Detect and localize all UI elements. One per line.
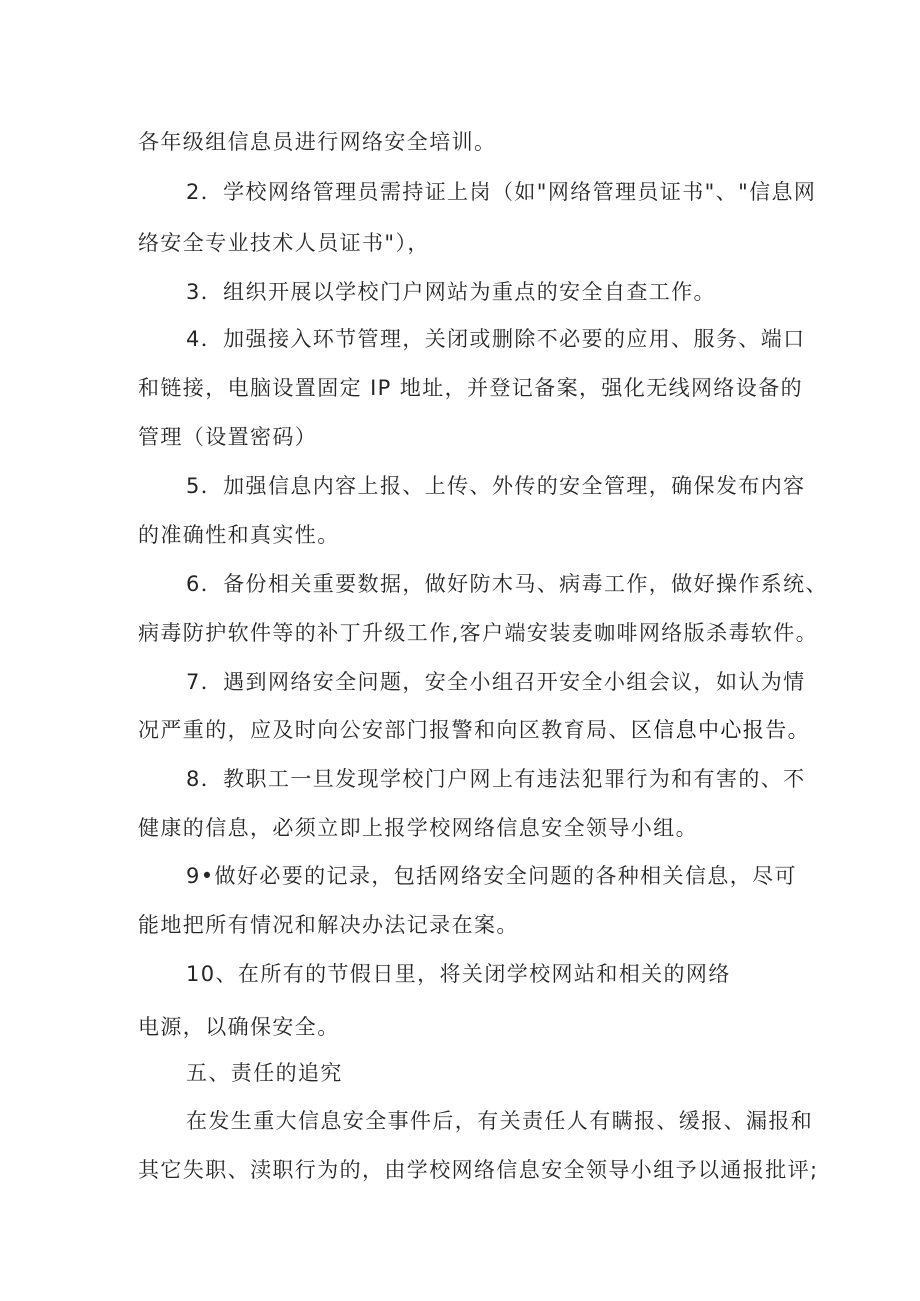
list-item-4-line-3: 管理（设置密码） — [138, 425, 318, 449]
list-item-10-line-1: 10、在所有的节假日里，将关闭学校网站和相关的网络 — [186, 962, 731, 986]
list-item-8-line-1: 8．教职工一旦发现学校门户网上有违法犯罪行为和有害的、不 — [186, 767, 806, 791]
list-item-9-line-2: 能地把所有情况和解决办法记录在案。 — [138, 913, 519, 937]
list-item-3: 3．组织开展以学校门户网站为重点的安全自查工作。 — [186, 280, 716, 304]
list-item-10-line-2: 电源，以确保安全。 — [138, 1015, 340, 1039]
list-item-5-line-1: 5．加强信息内容上报、上传、外传的安全管理，确保发布内容 — [186, 474, 806, 498]
list-item-7-line-2-emphasis: 区信息中心报告。 — [630, 718, 811, 742]
list-item-5-line-2: 的准确性和真实性。 — [138, 523, 340, 547]
list-item-8-line-2: 健康的信息，必须立即上报学校网络信息安全领导小组。 — [138, 816, 698, 840]
list-item-7-line-2 — [138, 716, 810, 744]
list-item-2-line-2: 络安全专业技术人员证书"）， — [138, 231, 430, 255]
section-heading: 五、责任的追究 — [186, 1061, 343, 1085]
section-paragraph-line-2: 其它失职、渎职行为的，由学校网络信息安全领导小组予以通报批评; — [138, 1158, 819, 1182]
list-item-6-line-1: 6．备份相关重要数据，做好防木马、病毒工作，做好操作系统、 — [186, 572, 828, 596]
section-paragraph-line-1: 在发生重大信息安全事件后，有关责任人有瞒报、缓报、漏报和 — [186, 1109, 814, 1133]
list-item-2-line-1: 2．学校网络管理员需持证上岗（如"网络管理员证书"、"信息网 — [186, 180, 817, 204]
list-item-6-line-2: 病毒防护软件等的补丁升级工作,客户端安装麦咖啡网络版杀毒软件。 — [138, 621, 819, 645]
list-item-7-line-2-text: 况严重的，应及时向公安部门报警和向区教育局、 — [138, 718, 631, 742]
list-item-4-line-2: 和链接，电脑设置固定 IP 地址，并登记备案，强化无线网络设备的 — [138, 376, 804, 400]
list-item-9-line-1: 9•做好必要的记录，包括网络安全问题的各种相关信息，尽可 — [186, 864, 797, 888]
list-item-4-line-1: 4．加强接入环节管理，关闭或删除不必要的应用、服务、端口 — [186, 327, 806, 351]
list-item-7-line-1: 7．遇到网络安全问题，安全小组召开安全小组会议，如认为情 — [186, 670, 806, 694]
paragraph-line: 各年级组信息员进行网络安全培训。 — [138, 130, 497, 154]
